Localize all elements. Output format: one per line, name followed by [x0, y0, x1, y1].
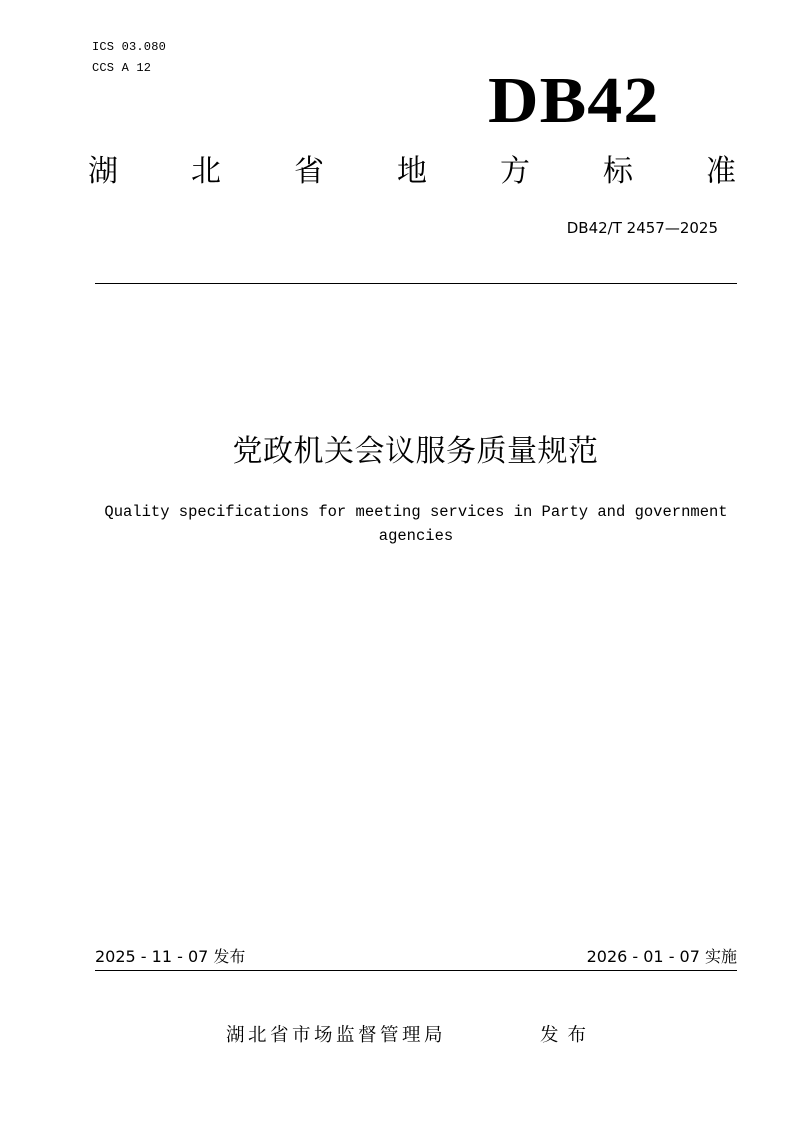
implementation-date: 2026 - 01 - 07 实施 — [586, 947, 737, 966]
document-title-chinese: 党政机关会议服务质量规范 — [232, 434, 599, 469]
region-title-char: 北 — [191, 154, 221, 189]
region-title-char: 准 — [706, 154, 736, 189]
region-title-char: 地 — [397, 154, 427, 189]
region-title-char: 方 — [500, 154, 530, 189]
ics-code: ICS 03.080 — [92, 40, 167, 54]
top-divider — [95, 283, 737, 284]
db42-logo: DB42 — [488, 64, 660, 137]
issue-date: 2025 - 11 - 07 发布 — [95, 947, 246, 966]
region-standard-title — [88, 152, 736, 192]
bottom-divider — [95, 970, 737, 971]
document-title-english: Quality specifications for meeting services in Party and government agencies — [104, 503, 728, 545]
publish-label: 发布 — [540, 1025, 596, 1046]
standard-number: DB42/T 2457—2025 — [566, 219, 718, 237]
ccs-code: CCS A 12 — [92, 61, 152, 75]
region-title-char: 省 — [294, 154, 324, 189]
region-title-char: 湖 — [88, 154, 118, 189]
publisher-name: 湖北省市场监督管理局 — [226, 1025, 447, 1046]
region-title-char: 标 — [603, 154, 633, 189]
